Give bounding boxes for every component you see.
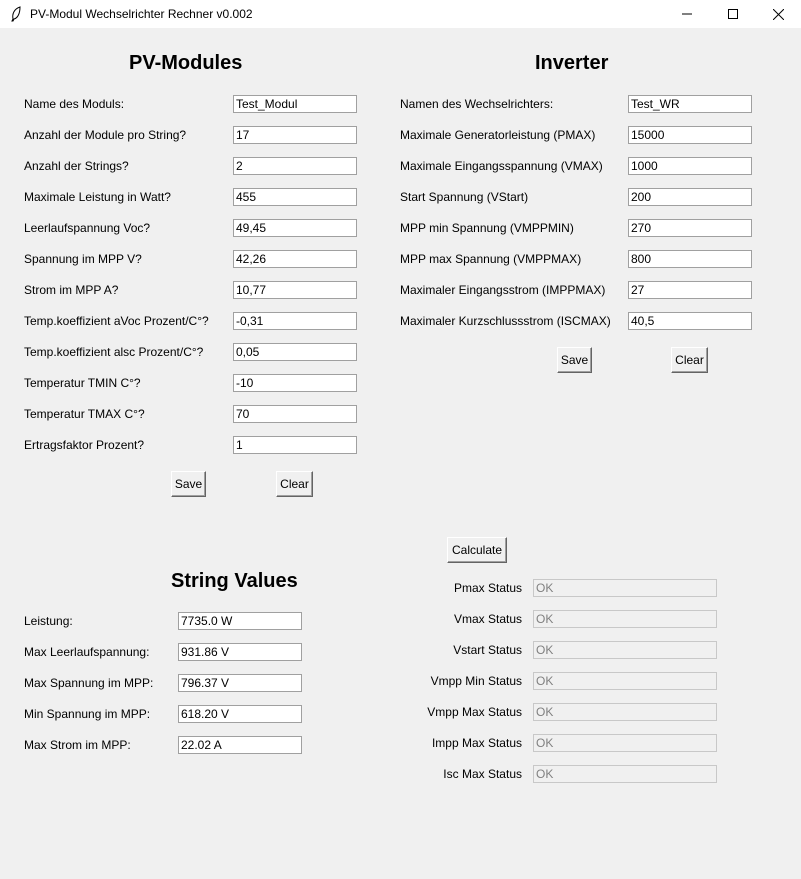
string-value-input-min-spannung-im-mpp[interactable] [178,705,302,723]
pv-input-anzahl-der-strings[interactable] [233,157,357,175]
pv-clear-button[interactable]: Clear [276,471,313,497]
status-input-vmax-status[interactable] [533,610,717,628]
string-value-label-min-spannung-im-mpp: Min Spannung im MPP: [24,707,151,721]
close-button[interactable] [755,0,801,28]
pv-label-name-des-moduls: Name des Moduls: [24,97,125,111]
string-value-input-max-leerlaufspannung[interactable] [178,643,302,661]
inverter-input-mpp-max-spannung-vmppmax[interactable] [628,250,752,268]
pv-label-anzahl-der-module-pro-string: Anzahl der Module pro String? [24,128,187,142]
inverter-input-namen-des-wechselrichters[interactable] [628,95,752,113]
status-input-impp-max-status[interactable] [533,734,717,752]
string-values-heading: String Values [171,570,298,592]
pv-label-temperatur-tmin-c: Temperatur TMIN C°? [24,376,141,390]
pv-input-ertragsfaktor-prozent[interactable] [233,436,357,454]
status-input-vstart-status[interactable] [533,641,717,659]
pv-input-anzahl-der-module-pro-string[interactable] [233,126,357,144]
pv-input-temperatur-tmax-c[interactable] [233,405,357,423]
pv-save-button[interactable]: Save [171,471,206,497]
status-label-pmax-status: Pmax Status [453,581,522,595]
maximize-button[interactable] [710,0,756,28]
inverter-input-maximale-eingangsspannung-vmax[interactable] [628,157,752,175]
feather-icon [10,6,22,22]
inverter-label-mpp-min-spannung-vmppmin: MPP min Spannung (VMPPMIN) [400,221,574,235]
inverter-label-maximaler-kurzschlussstrom-iscmax: Maximaler Kurzschlussstrom (ISCMAX) [400,314,611,328]
status-label-vstart-status: Vstart Status [453,643,522,657]
string-value-input-max-spannung-im-mpp[interactable] [178,674,302,692]
inverter-input-maximaler-eingangsstrom-imppmax[interactable] [628,281,752,299]
inverter-input-maximale-generatorleistung-pmax[interactable] [628,126,752,144]
status-label-vmpp-min-status: Vmpp Min Status [430,674,522,688]
title-bar [0,0,801,28]
string-value-label-max-leerlaufspannung: Max Leerlaufspannung: [24,645,150,659]
minimize-button[interactable] [664,0,710,28]
pv-input-leerlaufspannung-voc[interactable] [233,219,357,237]
pv-label-maximale-leistung-in-watt: Maximale Leistung in Watt? [24,190,171,204]
inverter-label-maximale-eingangsspannung-vmax: Maximale Eingangsspannung (VMAX) [400,159,603,173]
pv-label-leerlaufspannung-voc: Leerlaufspannung Voc? [24,221,151,235]
inverter-label-maximale-generatorleistung-pmax: Maximale Generatorleistung (PMAX) [400,128,596,142]
close-icon [773,9,784,20]
pv-label-spannung-im-mpp-v: Spannung im MPP V? [24,252,142,266]
status-label-vmax-status: Vmax Status [453,612,522,626]
inverter-input-start-spannung-vstart[interactable] [628,188,752,206]
status-input-pmax-status[interactable] [533,579,717,597]
status-input-vmpp-max-status[interactable] [533,703,717,721]
status-label-vmpp-max-status: Vmpp Max Status [427,705,522,719]
pv-input-temperatur-tmin-c[interactable] [233,374,357,392]
inverter-input-maximaler-kurzschlussstrom-iscmax[interactable] [628,312,752,330]
window-title: PV-Modul Wechselrichter Rechner v0.002 [30,7,253,21]
inverter-label-start-spannung-vstart: Start Spannung (VStart) [400,190,529,204]
pv-input-spannung-im-mpp-v[interactable] [233,250,357,268]
pv-label-anzahl-der-strings: Anzahl der Strings? [24,159,129,173]
status-input-isc-max-status[interactable] [533,765,717,783]
pv-label-temp-koeffizient-alsc-prozent-c: Temp.koeffizient alsc Prozent/C°? [24,345,204,359]
pv-input-maximale-leistung-in-watt[interactable] [233,188,357,206]
pv-label-temperatur-tmax-c: Temperatur TMAX C°? [24,407,145,421]
inverter-save-button[interactable]: Save [557,347,592,373]
status-label-impp-max-status: Impp Max Status [431,736,522,750]
pv-label-ertragsfaktor-prozent: Ertragsfaktor Prozent? [24,438,145,452]
pv-input-temp-koeffizient-alsc-prozent-c[interactable] [233,343,357,361]
inverter-label-maximaler-eingangsstrom-imppmax: Maximaler Eingangsstrom (IMPPMAX) [400,283,606,297]
pv-input-temp-koeffizient-avoc-prozent-c[interactable] [233,312,357,330]
inverter-clear-button[interactable]: Clear [671,347,708,373]
status-label-isc-max-status: Isc Max Status [443,767,522,781]
calculate-button[interactable]: Calculate [447,537,507,563]
pv-input-name-des-moduls[interactable] [233,95,357,113]
inverter-heading: Inverter [535,52,609,74]
maximize-icon [728,9,738,19]
string-value-input-max-strom-im-mpp[interactable] [178,736,302,754]
pv-label-strom-im-mpp-a: Strom im MPP A? [24,283,119,297]
inverter-input-mpp-min-spannung-vmppmin[interactable] [628,219,752,237]
string-value-label-max-strom-im-mpp: Max Strom im MPP: [24,738,131,752]
string-value-input-leistung[interactable] [178,612,302,630]
minimize-icon [682,9,692,19]
inverter-label-mpp-max-spannung-vmppmax: MPP max Spannung (VMPPMAX) [400,252,582,266]
pv-input-strom-im-mpp-a[interactable] [233,281,357,299]
pv-label-temp-koeffizient-avoc-prozent-c: Temp.koeffizient aVoc Prozent/C°? [24,314,209,328]
pv-modules-heading: PV-Modules [129,52,243,74]
string-value-label-leistung: Leistung: [24,614,73,628]
inverter-label-namen-des-wechselrichters: Namen des Wechselrichters: [400,97,554,111]
status-input-vmpp-min-status[interactable] [533,672,717,690]
string-value-label-max-spannung-im-mpp: Max Spannung im MPP: [24,676,154,690]
